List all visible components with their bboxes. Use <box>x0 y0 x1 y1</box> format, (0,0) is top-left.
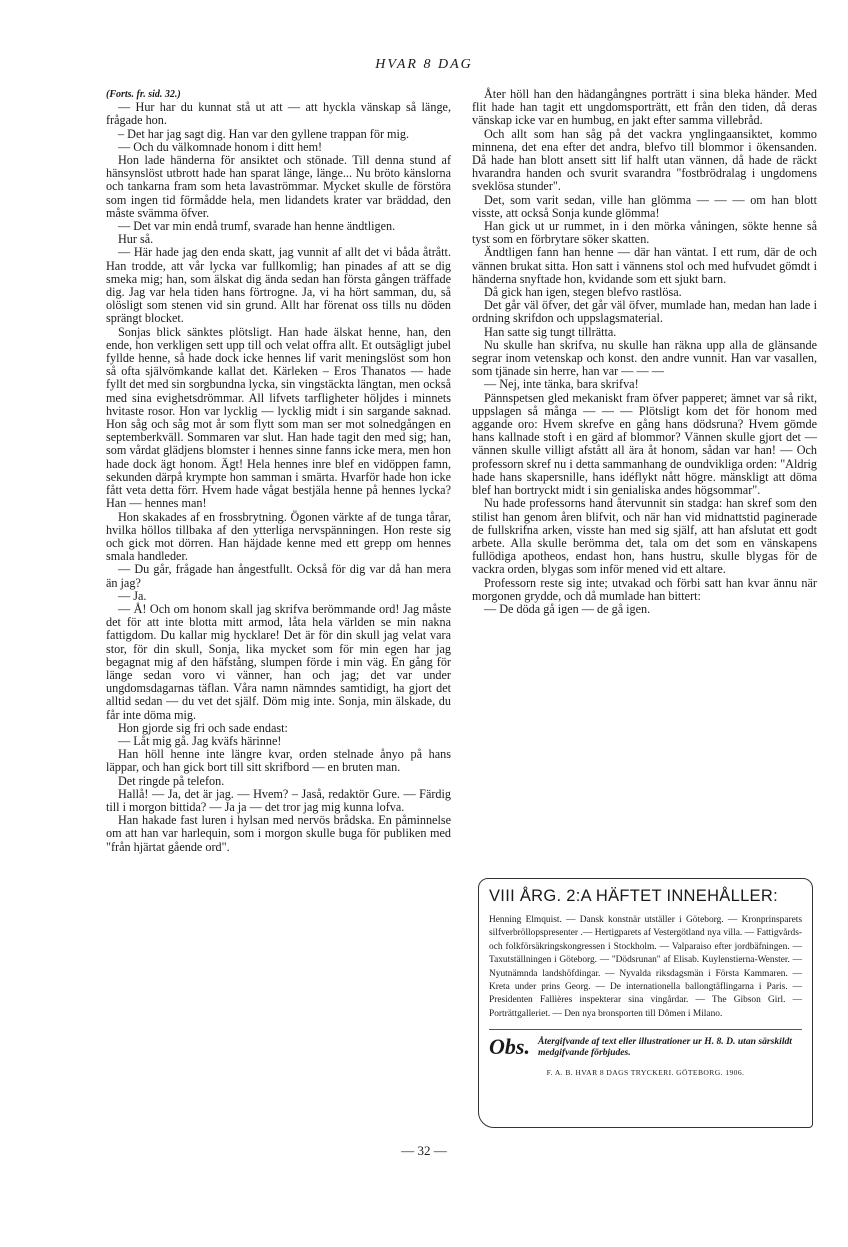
paragraph: Han hakade fast luren i hylsan med nervös brådska. En påminnelse om att han var harlequin, som i morgon skulle buga för publiken med "från hjärtat gående ord". <box>106 813 451 854</box>
paragraph: Hon skakades af en frossbrytning. Ögonen värkte af de tunga tårar, hvilka höllos tillbaka af den ytterliga nervspänningen. Hon reste sig och gick mot dörren. Han häjdade kenne med ett grepp om hennes smala handleder. <box>106 509 451 564</box>
paragraph: Och allt som han såg på det vackra ynglingaansiktet, kommo minnena, det ena efter det andra, blefvo till blommor i ökensanden. Då hade han blott ansett sitt lif halft utan vännen, då hade de räckt hvarandra handen och svurit svarandra "fostbrödralag i ungdomens sveklösa stunder". <box>472 126 817 194</box>
running-header: HVAR 8 DAG <box>375 57 473 72</box>
obs-label: Obs. <box>489 1034 530 1060</box>
paragraph: Det ringde på telefon. <box>118 773 225 788</box>
paragraph: — Ja. <box>118 588 147 603</box>
left-paragraphs <box>106 101 451 854</box>
paragraph: Han satte sig tungt tillrätta. <box>484 324 617 339</box>
paragraph: Det, som varit sedan, ville han glömma — — — om han blott visste, att också Sonja kunde glömma! <box>472 192 817 220</box>
paragraph: Hon lade händerna för ansiktet och stönade. Till denna stund af hänsynslöst utbrott hade han sparat länge, länge... Nu bröto känslorna och tankarna fram som heta lavaströmmar. Mycket skulle de förstöra som ingen tid förmådde hela, men lidandets krater var bräddad, den måste svämma öfver. <box>106 153 451 220</box>
contents-text: Henning Elmquist. — Dansk konstnär utställer i Göteborg. — Kronprinsparets silfverbröllopspresenter .— Hertigparets af Vestergötland nya villa. — Fattigvårds- och folkförsäkringskongressen i Stockholm. — Valparaiso efter jordbäfningen. — Taxutställningen i Göteborg. — "Dödsrunan" af Elisab. Kuylenstierna-Wenster. — Nyutnämnda landshöfdingar. — Nyvalda riksdagsmän i Första Kammaren. — Kreta under prins Georg. — De internationella ballongtäflingarna i Paris. — Presidenten Fallières inspekterar sina vingårdar. — The Gibson Girl. — Porträttgalleriet. — Den nya bronsporten till Dômen i Milano. <box>489 915 802 1019</box>
paragraph: Hallå! — Ja, det är jag. — Hvem? – Jaså, redaktör Gure. — Färdig till i morgon bittida? — Ja ja — det tror jag mig kunna lofva. <box>106 786 451 814</box>
paragraph: — Du går, frågade han ångestfullt. Också för dig var då han mera än jag? <box>106 562 451 590</box>
paragraph: Åter höll han den hädangångnes porträtt i sina bleka händer. Med flit hade han tagit ett ungdomsporträtt, ett från den tiden, då deras vänskap icke var en humbug, en jakt efter samma villebråd. <box>472 87 817 128</box>
paragraph: — Å! Och om honom skall jag skrifva berömmande ord! Jag måste det för att inte blotta mitt armod, låta hela världen se min nakna fattigdom. Du kallar mig hycklare! Det är för din skull jag velat vara stor, för din skull, Sonja, lika mycket som för min egen har jag begagnat mig af den häfstång, slumpen förde i min väg. En gång för länge sedan voro vi vänner, han och jag; det var under ungdomsdagarnas täflan. Våra namn nämndes samtidigt, ha gjort det alltid sedan — du vet det själf. Döm mig inte. Sonja, min älskade, du får inte döma mig. <box>106 601 451 722</box>
paragraph: Professorn reste sig inte; utvakad och förbi satt han kvar ännu när morgonen grydde, och då mumlade han bittert: <box>472 575 817 603</box>
paragraph: Nu skulle han skrifva, nu skulle han räkna upp alla de glänsande segrar inom vetenskap och konst. den andre vunnit. Han var vasallen, som tjänade sin herre, han var — — — <box>472 337 817 379</box>
paragraph: Det går väl öfver, det går väl öfver, mumlade han, medan han lade i ordning skrifdon och uppslagsmaterial. <box>472 298 817 326</box>
paragraph: — De döda gå igen — de gå igen. <box>484 601 651 616</box>
contents-title: VIII ÅRG. 2:A HÄFTET INNEHÅLLER: <box>489 887 778 905</box>
obs-text: Återgifvande af text eller illustrationer ur H. 8. D. utan särskildt medgifvande förbjudes. <box>537 1036 792 1059</box>
paragraph: Nu hade professorns hand återvunnit sin stadga: han skref som den stilist han genom åren blifvit, och när han vid midnattstid paginerade de fullskrifna arken, visste han med sig själf, att han afslutat ett godt arbete. Alla skulle berömma det, tala om det som en vänskapens fullödiga apotheos, endast hon, hans hustru, skulle blygas för de vackra orden, blygas som inför mened vid ett altare. <box>472 496 817 577</box>
paragraph: Han höll henne inte längre kvar, orden stelnade ånyo på hans läppar, och han gick bort till sitt skrifbord — en bruten man. <box>106 747 451 775</box>
paragraph: Hon gjorde sig fri och sade endast: <box>118 720 288 735</box>
paragraph: Då gick han igen, stegen blefvo rastlösa. <box>484 285 682 300</box>
paragraph: Ändtligen fann han henne — där han väntat. I ett rum, där de och vännen brukat sitta. Hon satt i vännens stol och med hufvudet gömdt i händerna snyftade hon, kvidande som ett sjukt barn. <box>472 245 817 286</box>
paragraph: – Det har jag sagt dig. Han var den gyllene trappan för mig. <box>118 126 410 141</box>
paragraph: Pännspetsen gled mekaniskt fram öfver papperet; ämnet var så rikt, uppslagen så många — — — Plötsligt kom det för honom med aggande oro: Hvem skrefve en gång hans dödsruna? Hvem gömde hans kallnade stoft i en gärd af blommor? Vännen skulle gjort det — vännen skulle villigt afstått all ära åt honom, sådan var han! — Och professorn skref nu i detta sammanhang de oundvikliga orden: "Aldrig hade hans skapersnille, hans idéflykt nått högre. mänskligt att döma blef han bortryckt midt i sin genialiska andes högsommar". <box>472 390 817 498</box>
printer-line: F. A. B. HVAR 8 DAGS TRYCKERI. GÖTEBORG. 1906. <box>546 1068 745 1078</box>
paragraph: — Nej, inte tänka, bara skrifva! <box>484 377 639 392</box>
paragraph: — Här hade jag den enda skatt, jag vunnit af allt det vi båda åtrått. Han trodde, att vår lycka var fullkomlig; han pinades af att se dig smeka mig; han, som älskat dig ända sedan han första gången träffade dig. Jag var hela tiden hans förtrogne. Ja, vi ha hört samman, du, så olösligt som stenen vid sin grund. Allt har förenat oss tills nu döden sprängt blocket. <box>106 245 451 326</box>
page-number: — 32 — <box>401 1143 447 1158</box>
paragraph: — Det var min endå trumf, svarade han henne ändtligen. <box>118 219 396 234</box>
obs-notice <box>489 1029 802 1060</box>
paragraph: — Låt mig gå. Jag kväfs härinne! <box>118 733 282 748</box>
left-column <box>106 88 451 854</box>
continued-note: (Forts. fr. sid. 32.) <box>106 89 181 100</box>
right-paragraphs <box>472 88 817 616</box>
paragraph: Han gick ut ur rummet, in i den mörka våningen, sökte henne så tyst som en förbrytare söker skatten. <box>472 219 817 247</box>
paragraph: — Och du välkomnade honom i ditt hem! <box>118 139 323 154</box>
contents-box <box>478 878 813 1128</box>
paragraph: — Hur har du kunnat stå ut att — att hyckla vänskap så länge, frågade hon. <box>106 100 451 128</box>
right-column <box>472 88 817 616</box>
paragraph: Sonjas blick sänktes plötsligt. Han hade älskat henne, han, den ende, hon verkligen sett upp till och velat offra allt. Et outsägligt jubel fyllde henne, så hade dock icke hennes lif varit meningslöst som hon så ofta självömkande kallat det. Kärleken – Eros Thanatos — hade fyllt det med sin sorgbundna lycka, sin vingstäckta längtan, men också med sina evighetsdrömmar. All lifvets tarfligheter höljdes i minnets hvitaste rosor. Hon var lycklig — lycklig midt i sin sargande saknad. Hon såg och såg mot år som flytt som man ser mot solnedgången en septemberkväll. Sommaren var slut. Han hade tagit den med sig; han, som vårdat glädjens blomster i hennes sinne fanns icke mera, men hon hade dock ägt honom. Ägt! Hela hennes inre blef en vidöppen famn, sekunden därpå krympte hon samman i smärta. Hvarför hade hon icke fått veta detta förr. Hvem hade vågat bestjäla henne på hennes lycka? Han — hennes man! <box>106 324 451 511</box>
paragraph: Hur så. <box>118 232 154 247</box>
